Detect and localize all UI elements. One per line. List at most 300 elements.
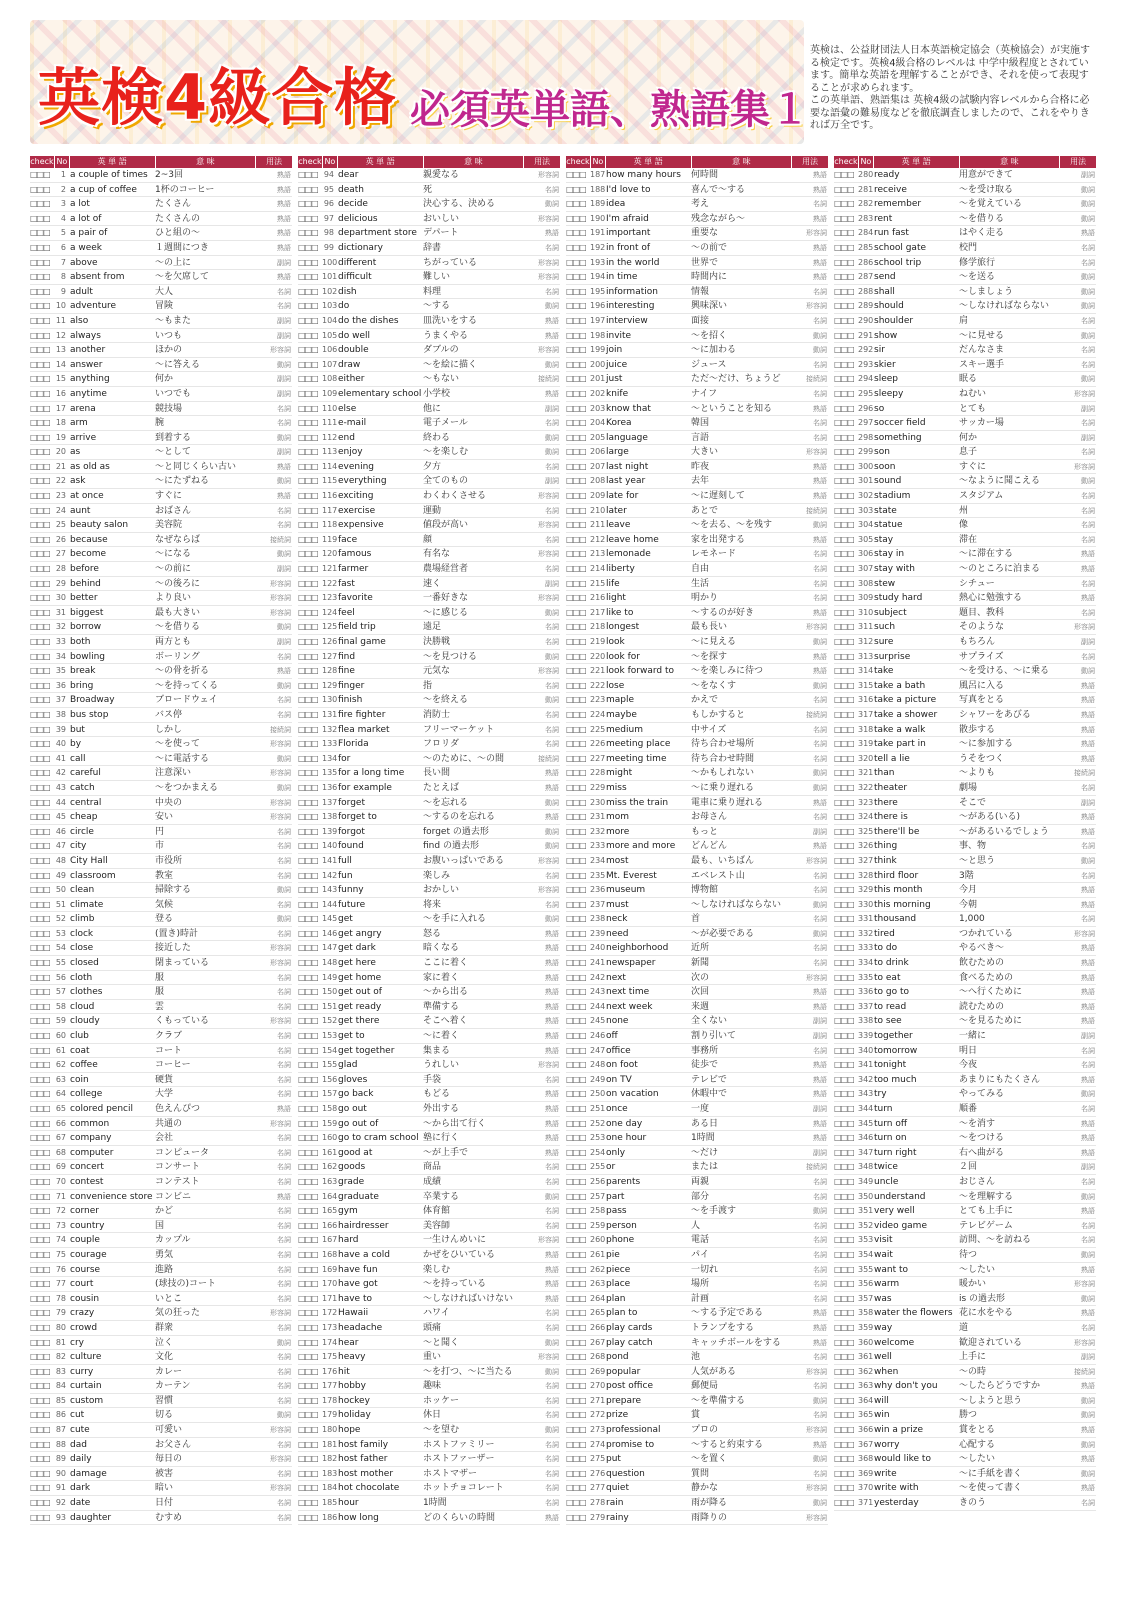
check-boxes[interactable]: □□□ (298, 301, 318, 311)
check-boxes[interactable]: □□□ (30, 1381, 50, 1391)
check-boxes[interactable]: □□□ (834, 753, 854, 763)
check-boxes[interactable]: □□□ (298, 491, 318, 501)
check-boxes[interactable]: □□□ (566, 768, 586, 778)
check-boxes[interactable]: □□□ (30, 1118, 50, 1128)
check-boxes[interactable]: □□□ (834, 213, 854, 223)
check-boxes[interactable]: □□□ (834, 1381, 854, 1391)
check-boxes[interactable]: □□□ (566, 534, 586, 544)
check-boxes[interactable]: □□□ (30, 1468, 50, 1478)
check-boxes[interactable]: □□□ (30, 1191, 50, 1201)
check-boxes[interactable]: □□□ (834, 1439, 854, 1449)
check-boxes[interactable]: □□□ (566, 1468, 586, 1478)
check-boxes[interactable]: □□□ (298, 1060, 318, 1070)
check-boxes[interactable]: □□□ (834, 432, 854, 442)
check-boxes[interactable]: □□□ (30, 1352, 50, 1362)
check-boxes[interactable]: □□□ (566, 170, 586, 179)
check-boxes[interactable]: □□□ (566, 1176, 586, 1186)
check-boxes[interactable]: □□□ (298, 695, 318, 705)
check-boxes[interactable]: □□□ (834, 885, 854, 895)
check-boxes[interactable]: □□□ (298, 1191, 318, 1201)
check-boxes[interactable]: □□□ (30, 418, 50, 428)
check-boxes[interactable]: □□□ (30, 1162, 50, 1172)
check-boxes[interactable]: □□□ (566, 418, 586, 428)
check-boxes[interactable]: □□□ (30, 622, 50, 632)
check-boxes[interactable]: □□□ (30, 1147, 50, 1157)
check-boxes[interactable]: □□□ (30, 753, 50, 763)
check-boxes[interactable]: □□□ (834, 1337, 854, 1347)
check-boxes[interactable]: □□□ (30, 1089, 50, 1099)
check-boxes[interactable]: □□□ (298, 520, 318, 530)
check-boxes[interactable]: □□□ (834, 359, 854, 369)
check-boxes[interactable]: □□□ (566, 228, 586, 238)
check-boxes[interactable]: □□□ (298, 1366, 318, 1376)
check-boxes[interactable]: □□□ (566, 1016, 586, 1026)
check-boxes[interactable]: □□□ (834, 520, 854, 530)
check-boxes[interactable]: □□□ (298, 826, 318, 836)
check-boxes[interactable]: □□□ (566, 1279, 586, 1289)
check-boxes[interactable]: □□□ (298, 1147, 318, 1157)
check-boxes[interactable]: □□□ (566, 943, 586, 953)
check-boxes[interactable]: □□□ (298, 1016, 318, 1026)
check-boxes[interactable]: □□□ (834, 943, 854, 953)
check-boxes[interactable]: □□□ (30, 1308, 50, 1318)
check-boxes[interactable]: □□□ (298, 184, 318, 194)
check-boxes[interactable]: □□□ (30, 1498, 50, 1508)
check-boxes[interactable]: □□□ (566, 403, 586, 413)
check-boxes[interactable]: □□□ (298, 943, 318, 953)
check-boxes[interactable]: □□□ (30, 826, 50, 836)
check-boxes[interactable]: □□□ (834, 1191, 854, 1201)
check-boxes[interactable]: □□□ (298, 1381, 318, 1391)
check-boxes[interactable]: □□□ (298, 622, 318, 632)
check-boxes[interactable]: □□□ (30, 549, 50, 559)
check-boxes[interactable]: □□□ (30, 1235, 50, 1245)
check-boxes[interactable]: □□□ (298, 1104, 318, 1113)
check-boxes[interactable]: □□□ (566, 272, 586, 282)
check-boxes[interactable]: □□□ (566, 388, 586, 398)
check-boxes[interactable]: □□□ (834, 768, 854, 778)
check-boxes[interactable]: □□□ (834, 607, 854, 617)
check-boxes[interactable]: □□□ (30, 374, 50, 384)
check-boxes[interactable]: □□□ (298, 1425, 318, 1435)
check-boxes[interactable]: □□□ (298, 1249, 318, 1259)
check-boxes[interactable]: □□□ (30, 1220, 50, 1230)
check-boxes[interactable]: □□□ (834, 1031, 854, 1041)
check-boxes[interactable]: □□□ (834, 637, 854, 646)
check-boxes[interactable]: □□□ (30, 1045, 50, 1055)
check-boxes[interactable]: □□□ (566, 1089, 586, 1099)
check-boxes[interactable]: □□□ (298, 972, 318, 982)
check-boxes[interactable]: □□□ (566, 870, 586, 880)
check-boxes[interactable]: □□□ (834, 797, 854, 807)
check-boxes[interactable]: □□□ (298, 1395, 318, 1405)
check-boxes[interactable]: □□□ (834, 403, 854, 413)
check-boxes[interactable]: □□□ (298, 286, 318, 296)
check-boxes[interactable]: □□□ (298, 1439, 318, 1449)
check-boxes[interactable]: □□□ (298, 330, 318, 340)
check-boxes[interactable]: □□□ (566, 797, 586, 807)
check-boxes[interactable]: □□□ (834, 564, 854, 574)
check-boxes[interactable]: □□□ (298, 578, 318, 588)
check-boxes[interactable]: □□□ (834, 972, 854, 982)
check-boxes[interactable]: □□□ (834, 1425, 854, 1435)
check-boxes[interactable]: □□□ (30, 1322, 50, 1332)
check-boxes[interactable]: □□□ (566, 549, 586, 559)
check-boxes[interactable]: □□□ (566, 286, 586, 296)
check-boxes[interactable]: □□□ (566, 491, 586, 501)
check-boxes[interactable]: □□□ (834, 1293, 854, 1303)
check-boxes[interactable]: □□□ (834, 1395, 854, 1405)
check-boxes[interactable]: □□□ (566, 622, 586, 632)
check-boxes[interactable]: □□□ (566, 1191, 586, 1201)
check-boxes[interactable]: □□□ (298, 899, 318, 909)
check-boxes[interactable]: □□□ (30, 651, 50, 661)
check-boxes[interactable]: □□□ (30, 987, 50, 997)
check-boxes[interactable]: □□□ (298, 1074, 318, 1084)
check-boxes[interactable]: □□□ (566, 345, 586, 355)
check-boxes[interactable]: □□□ (834, 330, 854, 340)
check-boxes[interactable]: □□□ (566, 972, 586, 982)
check-boxes[interactable]: □□□ (566, 855, 586, 865)
check-boxes[interactable]: □□□ (298, 709, 318, 719)
check-boxes[interactable]: □□□ (298, 199, 318, 209)
check-boxes[interactable]: □□□ (30, 1279, 50, 1289)
check-boxes[interactable]: □□□ (566, 1235, 586, 1245)
check-boxes[interactable]: □□□ (30, 578, 50, 588)
check-boxes[interactable]: □□□ (298, 1279, 318, 1289)
check-boxes[interactable]: □□□ (30, 1293, 50, 1303)
check-boxes[interactable]: □□□ (30, 1074, 50, 1084)
check-boxes[interactable]: □□□ (834, 1264, 854, 1274)
check-boxes[interactable]: □□□ (834, 1454, 854, 1464)
check-boxes[interactable]: □□□ (298, 812, 318, 822)
check-boxes[interactable]: □□□ (834, 1322, 854, 1332)
check-boxes[interactable]: □□□ (834, 1366, 854, 1376)
check-boxes[interactable]: □□□ (834, 1162, 854, 1172)
check-boxes[interactable]: □□□ (298, 1264, 318, 1274)
check-boxes[interactable]: □□□ (566, 1483, 586, 1493)
check-boxes[interactable]: □□□ (298, 1468, 318, 1478)
check-boxes[interactable]: □□□ (298, 447, 318, 457)
check-boxes[interactable]: □□□ (834, 709, 854, 719)
check-boxes[interactable]: □□□ (566, 914, 586, 924)
check-boxes[interactable]: □□□ (30, 1104, 50, 1113)
check-boxes[interactable]: □□□ (30, 534, 50, 544)
check-boxes[interactable]: □□□ (834, 549, 854, 559)
check-boxes[interactable]: □□□ (566, 1293, 586, 1303)
check-boxes[interactable]: □□□ (298, 534, 318, 544)
check-boxes[interactable]: □□□ (30, 286, 50, 296)
check-boxes[interactable]: □□□ (298, 914, 318, 924)
check-boxes[interactable]: □□□ (566, 578, 586, 588)
check-boxes[interactable]: □□□ (834, 622, 854, 632)
check-boxes[interactable]: □□□ (834, 447, 854, 457)
check-boxes[interactable]: □□□ (298, 1133, 318, 1143)
check-boxes[interactable]: □□□ (566, 1264, 586, 1274)
check-boxes[interactable]: □□□ (298, 855, 318, 865)
check-boxes[interactable]: □□□ (298, 374, 318, 384)
check-boxes[interactable]: □□□ (30, 272, 50, 282)
check-boxes[interactable]: □□□ (566, 1308, 586, 1318)
check-boxes[interactable]: □□□ (30, 899, 50, 909)
check-boxes[interactable]: □□□ (566, 199, 586, 209)
check-boxes[interactable]: □□□ (566, 374, 586, 384)
check-boxes[interactable]: □□□ (298, 272, 318, 282)
check-boxes[interactable]: □□□ (298, 505, 318, 515)
check-boxes[interactable]: □□□ (566, 1439, 586, 1449)
check-boxes[interactable]: □□□ (566, 666, 586, 676)
check-boxes[interactable]: □□□ (834, 651, 854, 661)
check-boxes[interactable]: □□□ (834, 1118, 854, 1128)
check-boxes[interactable]: □□□ (566, 1031, 586, 1041)
check-boxes[interactable]: □□□ (30, 607, 50, 617)
check-boxes[interactable]: □□□ (298, 1162, 318, 1172)
check-boxes[interactable]: □□□ (30, 564, 50, 574)
check-boxes[interactable]: □□□ (30, 1395, 50, 1405)
check-boxes[interactable]: □□□ (834, 826, 854, 836)
check-boxes[interactable]: □□□ (30, 1031, 50, 1041)
check-boxes[interactable]: □□□ (566, 359, 586, 369)
check-boxes[interactable]: □□□ (30, 257, 50, 267)
check-boxes[interactable]: □□□ (834, 680, 854, 690)
check-boxes[interactable]: □□□ (30, 359, 50, 369)
check-boxes[interactable]: □□□ (834, 1468, 854, 1478)
check-boxes[interactable]: □□□ (566, 505, 586, 515)
check-boxes[interactable]: □□□ (30, 345, 50, 355)
check-boxes[interactable]: □□□ (298, 1235, 318, 1245)
check-boxes[interactable]: □□□ (834, 987, 854, 997)
check-boxes[interactable]: □□□ (834, 476, 854, 486)
check-boxes[interactable]: □□□ (566, 709, 586, 719)
check-boxes[interactable]: □□□ (30, 914, 50, 924)
check-boxes[interactable]: □□□ (298, 1045, 318, 1055)
check-boxes[interactable]: □□□ (566, 928, 586, 938)
check-boxes[interactable]: □□□ (566, 242, 586, 252)
check-boxes[interactable]: □□□ (566, 899, 586, 909)
check-boxes[interactable]: □□□ (566, 753, 586, 763)
check-boxes[interactable]: □□□ (566, 812, 586, 822)
check-boxes[interactable]: □□□ (298, 315, 318, 325)
check-boxes[interactable]: □□□ (298, 987, 318, 997)
check-boxes[interactable]: □□□ (566, 826, 586, 836)
check-boxes[interactable]: □□□ (834, 1074, 854, 1084)
check-boxes[interactable]: □□□ (298, 724, 318, 734)
check-boxes[interactable]: □□□ (298, 1498, 318, 1508)
check-boxes[interactable]: □□□ (566, 724, 586, 734)
check-boxes[interactable]: □□□ (298, 418, 318, 428)
check-boxes[interactable]: □□□ (30, 242, 50, 252)
check-boxes[interactable]: □□□ (834, 228, 854, 238)
check-boxes[interactable]: □□□ (298, 651, 318, 661)
check-boxes[interactable]: □□□ (30, 461, 50, 471)
check-boxes[interactable]: □□□ (30, 1133, 50, 1143)
check-boxes[interactable]: □□□ (298, 1089, 318, 1099)
check-boxes[interactable]: □□□ (30, 315, 50, 325)
check-boxes[interactable]: □□□ (834, 870, 854, 880)
check-boxes[interactable]: □□□ (30, 1264, 50, 1274)
check-boxes[interactable]: □□□ (834, 1133, 854, 1143)
check-boxes[interactable]: □□□ (298, 1176, 318, 1186)
check-boxes[interactable]: □□□ (834, 666, 854, 676)
check-boxes[interactable]: □□□ (566, 1352, 586, 1362)
check-boxes[interactable]: □□□ (566, 1147, 586, 1157)
check-boxes[interactable]: □□□ (566, 301, 586, 311)
check-boxes[interactable]: □□□ (30, 855, 50, 865)
check-boxes[interactable]: □□□ (566, 1162, 586, 1172)
check-boxes[interactable]: □□□ (30, 1060, 50, 1070)
check-boxes[interactable]: □□□ (298, 1001, 318, 1011)
check-boxes[interactable]: □□□ (566, 1060, 586, 1070)
check-boxes[interactable]: □□□ (30, 301, 50, 311)
check-boxes[interactable]: □□□ (834, 958, 854, 968)
check-boxes[interactable]: □□□ (834, 928, 854, 938)
check-boxes[interactable]: □□□ (298, 958, 318, 968)
check-boxes[interactable]: □□□ (566, 987, 586, 997)
check-boxes[interactable]: □□□ (30, 432, 50, 442)
check-boxes[interactable]: □□□ (834, 1089, 854, 1099)
check-boxes[interactable]: □□□ (298, 1293, 318, 1303)
check-boxes[interactable]: □□□ (566, 1381, 586, 1391)
check-boxes[interactable]: □□□ (834, 1060, 854, 1070)
check-boxes[interactable]: □□□ (30, 724, 50, 734)
check-boxes[interactable]: □□□ (30, 491, 50, 501)
check-boxes[interactable]: □□□ (298, 403, 318, 413)
check-boxes[interactable]: □□□ (30, 1410, 50, 1420)
check-boxes[interactable]: □□□ (298, 432, 318, 442)
check-boxes[interactable]: □□□ (566, 1395, 586, 1405)
check-boxes[interactable]: □□□ (30, 958, 50, 968)
check-boxes[interactable]: □□□ (298, 1031, 318, 1041)
check-boxes[interactable]: □□□ (566, 564, 586, 574)
check-boxes[interactable]: □□□ (566, 885, 586, 895)
check-boxes[interactable]: □□□ (298, 1322, 318, 1332)
check-boxes[interactable]: □□□ (30, 170, 50, 179)
check-boxes[interactable]: □□□ (30, 199, 50, 209)
check-boxes[interactable]: □□□ (566, 476, 586, 486)
check-boxes[interactable]: □□□ (566, 739, 586, 749)
check-boxes[interactable]: □□□ (298, 782, 318, 792)
check-boxes[interactable]: □□□ (566, 651, 586, 661)
check-boxes[interactable]: □□□ (566, 432, 586, 442)
check-boxes[interactable]: □□□ (30, 593, 50, 603)
check-boxes[interactable]: □□□ (30, 870, 50, 880)
check-boxes[interactable]: □□□ (834, 1016, 854, 1026)
check-boxes[interactable]: □□□ (30, 476, 50, 486)
check-boxes[interactable]: □□□ (834, 914, 854, 924)
check-boxes[interactable]: □□□ (834, 899, 854, 909)
check-boxes[interactable]: □□□ (834, 286, 854, 296)
check-boxes[interactable]: □□□ (30, 213, 50, 223)
check-boxes[interactable]: □□□ (298, 476, 318, 486)
check-boxes[interactable]: □□□ (834, 534, 854, 544)
check-boxes[interactable]: □□□ (834, 855, 854, 865)
check-boxes[interactable]: □□□ (298, 1308, 318, 1318)
check-boxes[interactable]: □□□ (566, 1206, 586, 1216)
check-boxes[interactable]: □□□ (566, 213, 586, 223)
check-boxes[interactable]: □□□ (566, 695, 586, 705)
check-boxes[interactable]: □□□ (298, 1410, 318, 1420)
check-boxes[interactable]: □□□ (834, 242, 854, 252)
check-boxes[interactable]: □□□ (566, 184, 586, 194)
check-boxes[interactable]: □□□ (30, 388, 50, 398)
check-boxes[interactable]: □□□ (298, 1352, 318, 1362)
check-boxes[interactable]: □□□ (834, 695, 854, 705)
check-boxes[interactable]: □□□ (30, 680, 50, 690)
check-boxes[interactable]: □□□ (834, 841, 854, 851)
check-boxes[interactable]: □□□ (566, 1366, 586, 1376)
check-boxes[interactable]: □□□ (30, 885, 50, 895)
check-boxes[interactable]: □□□ (834, 1001, 854, 1011)
check-boxes[interactable]: □□□ (834, 782, 854, 792)
check-boxes[interactable]: □□□ (834, 345, 854, 355)
check-boxes[interactable]: □□□ (30, 928, 50, 938)
check-boxes[interactable]: □□□ (30, 184, 50, 194)
check-boxes[interactable]: □□□ (566, 330, 586, 340)
check-boxes[interactable]: □□□ (834, 418, 854, 428)
check-boxes[interactable]: □□□ (834, 388, 854, 398)
check-boxes[interactable]: □□□ (30, 1483, 50, 1493)
check-boxes[interactable]: □□□ (566, 1322, 586, 1332)
check-boxes[interactable]: □□□ (30, 1454, 50, 1464)
check-boxes[interactable]: □□□ (30, 1249, 50, 1259)
check-boxes[interactable]: □□□ (566, 841, 586, 851)
check-boxes[interactable]: □□□ (298, 637, 318, 646)
check-boxes[interactable]: □□□ (834, 184, 854, 194)
check-boxes[interactable]: □□□ (30, 1001, 50, 1011)
check-boxes[interactable]: □□□ (566, 447, 586, 457)
check-boxes[interactable]: □□□ (30, 228, 50, 238)
check-boxes[interactable]: □□□ (566, 1249, 586, 1259)
check-boxes[interactable]: □□□ (566, 1425, 586, 1435)
check-boxes[interactable]: □□□ (834, 593, 854, 603)
check-boxes[interactable]: □□□ (566, 1045, 586, 1055)
check-boxes[interactable]: □□□ (298, 170, 318, 179)
check-boxes[interactable]: □□□ (834, 578, 854, 588)
check-boxes[interactable]: □□□ (298, 1118, 318, 1128)
check-boxes[interactable]: □□□ (566, 461, 586, 471)
check-boxes[interactable]: □□□ (298, 213, 318, 223)
check-boxes[interactable]: □□□ (298, 1454, 318, 1464)
check-boxes[interactable]: □□□ (566, 1104, 586, 1113)
check-boxes[interactable]: □□□ (566, 607, 586, 617)
check-boxes[interactable]: □□□ (298, 359, 318, 369)
check-boxes[interactable]: □□□ (566, 782, 586, 792)
check-boxes[interactable]: □□□ (298, 549, 318, 559)
check-boxes[interactable]: □□□ (298, 1206, 318, 1216)
check-boxes[interactable]: □□□ (298, 768, 318, 778)
check-boxes[interactable]: □□□ (298, 797, 318, 807)
check-boxes[interactable]: □□□ (566, 1220, 586, 1230)
check-boxes[interactable]: □□□ (30, 695, 50, 705)
check-boxes[interactable]: □□□ (834, 724, 854, 734)
check-boxes[interactable]: □□□ (30, 1176, 50, 1186)
check-boxes[interactable]: □□□ (834, 1147, 854, 1157)
check-boxes[interactable]: □□□ (834, 1220, 854, 1230)
check-boxes[interactable]: □□□ (298, 345, 318, 355)
check-boxes[interactable]: □□□ (566, 680, 586, 690)
check-boxes[interactable]: □□□ (30, 505, 50, 515)
check-boxes[interactable]: □□□ (834, 1410, 854, 1420)
check-boxes[interactable]: □□□ (566, 593, 586, 603)
check-boxes[interactable]: □□□ (30, 841, 50, 851)
check-boxes[interactable]: □□□ (298, 388, 318, 398)
check-boxes[interactable]: □□□ (30, 1337, 50, 1347)
check-boxes[interactable]: □□□ (834, 461, 854, 471)
check-boxes[interactable]: □□□ (298, 564, 318, 574)
check-boxes[interactable]: □□□ (834, 739, 854, 749)
check-boxes[interactable]: □□□ (566, 1410, 586, 1420)
check-boxes[interactable]: □□□ (298, 841, 318, 851)
